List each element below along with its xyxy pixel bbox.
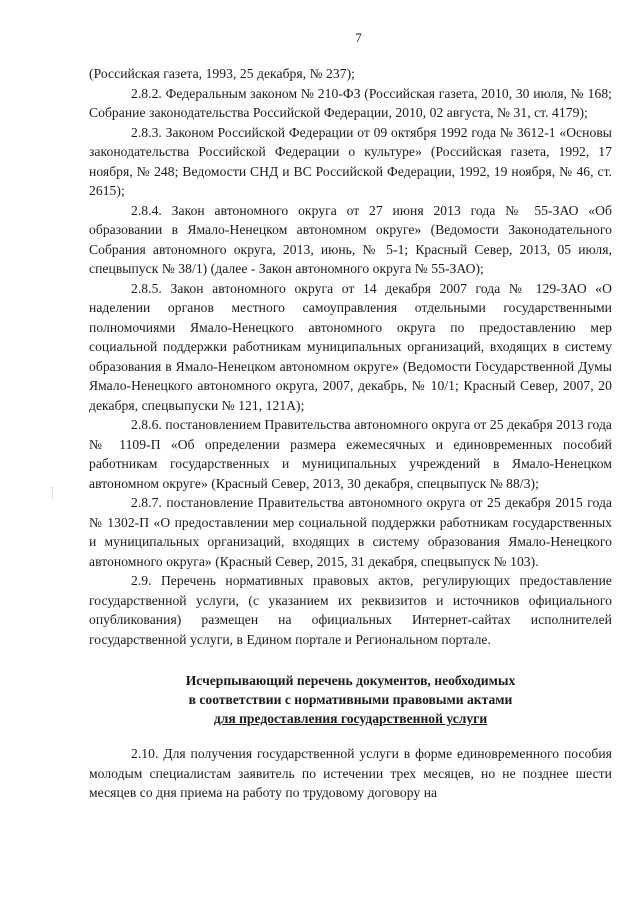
paragraph-2-8-3: 2.8.3. Законом Российской Федерации от 09 октября 1992 года № 3612-1 «Основы законодательства Российской Федерации о культуре» (Российская газета, 1992, 17 ноября, № 248; Ведомости СНД и ВС Российской Федерации, 1992, 19 ноября, № 46, ст. 2615);: [89, 124, 612, 198]
section-heading-line-3: для предоставления государственной услуги: [213, 711, 488, 726]
section-heading-line-1: Исчерпывающий перечень документов, необходимых: [185, 673, 516, 688]
scan-margin-mark: [52, 487, 54, 499]
paragraph-2-10: 2.10. Для получения государственной услуги в форме единовременного пособия молодым специалистам заявитель по истечении трех месяцев, но не позднее шести месяцев со дня приема на работу по трудовому договору на: [89, 746, 612, 800]
section-heading-line-2: в соответствии с нормативными правовыми актами: [188, 692, 513, 707]
page-number: 7: [355, 30, 362, 45]
paragraph-2-8-5: 2.8.5. Закон автономного округа от 14 декабря 2007 года № 129-ЗАО «О наделении органов местного самоуправления отдельными государственными полномочиями Ямало-Ненецкого автономного округа по предоставлению мер социальной поддержки работникам муниципальных организаций, входящих в систему образования в Ямало-Ненецком автономном округе» (Ведомости Государственной Думы Ямало-Ненецкого автономного округа, 2007, декабрь, № 10/1; Красный Север, 2007, 20 декабря, спецвыпуски № 121, 121А);: [89, 280, 612, 413]
section-heading: [89, 671, 612, 728]
paragraph-2-8-7: 2.8.7. постановление Правительства автономного округа от 25 декабря 2015 года № 1302-П «О предоставлении мер социальной поддержки работникам государственных и муниципальных организаций, входящих в систему образования Ямало-Ненецкого автономного округа» (Красный Север, 2015, 31 декабря, спецвыпуск № 103).: [89, 495, 612, 569]
paragraph-2-8-4: 2.8.4. Закон автономного округа от 27 июня 2013 года № 55-ЗАО «Об образовании в Ямало-Ненецком автономном округе» (Ведомости Законодательного Собрания автономного округа, 2013, июнь, № 5-1; Красный Север, 2013, 05 июля, спецвыпуск № 38/1) (далее - Закон автономного округа № 55-ЗАО);: [89, 202, 612, 276]
paragraph-2-9: 2.9. Перечень нормативных правовых актов, регулирующих предоставление государственной услуги, (с указанием их реквизитов и источников официального опубликования) размещен на официальных Интернет-сайтах исполнителей государственной услуги, в Едином портале и Региональном портале.: [89, 573, 612, 647]
paragraph-2-8-6: 2.8.6. постановлением Правительства автономного округа от 25 декабря 2013 года № 1109-П «Об определении размера ежемесячных и единовременных пособий работникам государственных и муниципальных учреждений в Ямало-Ненецком автономном округе» (Красный Север, 2013, 30 декабря, спецвыпуск № 88/3);: [89, 417, 612, 491]
paragraph-2-8-2: 2.8.2. Федеральным законом № 210-ФЗ (Российская газета, 2010, 30 июля, № 168; Собрание законодательства Российской Федерации, 2010, 02 августа, № 31, ст. 4179);: [89, 85, 612, 120]
paragraph-continuation: (Российская газета, 1993, 25 декабря, № 237);: [89, 66, 355, 81]
